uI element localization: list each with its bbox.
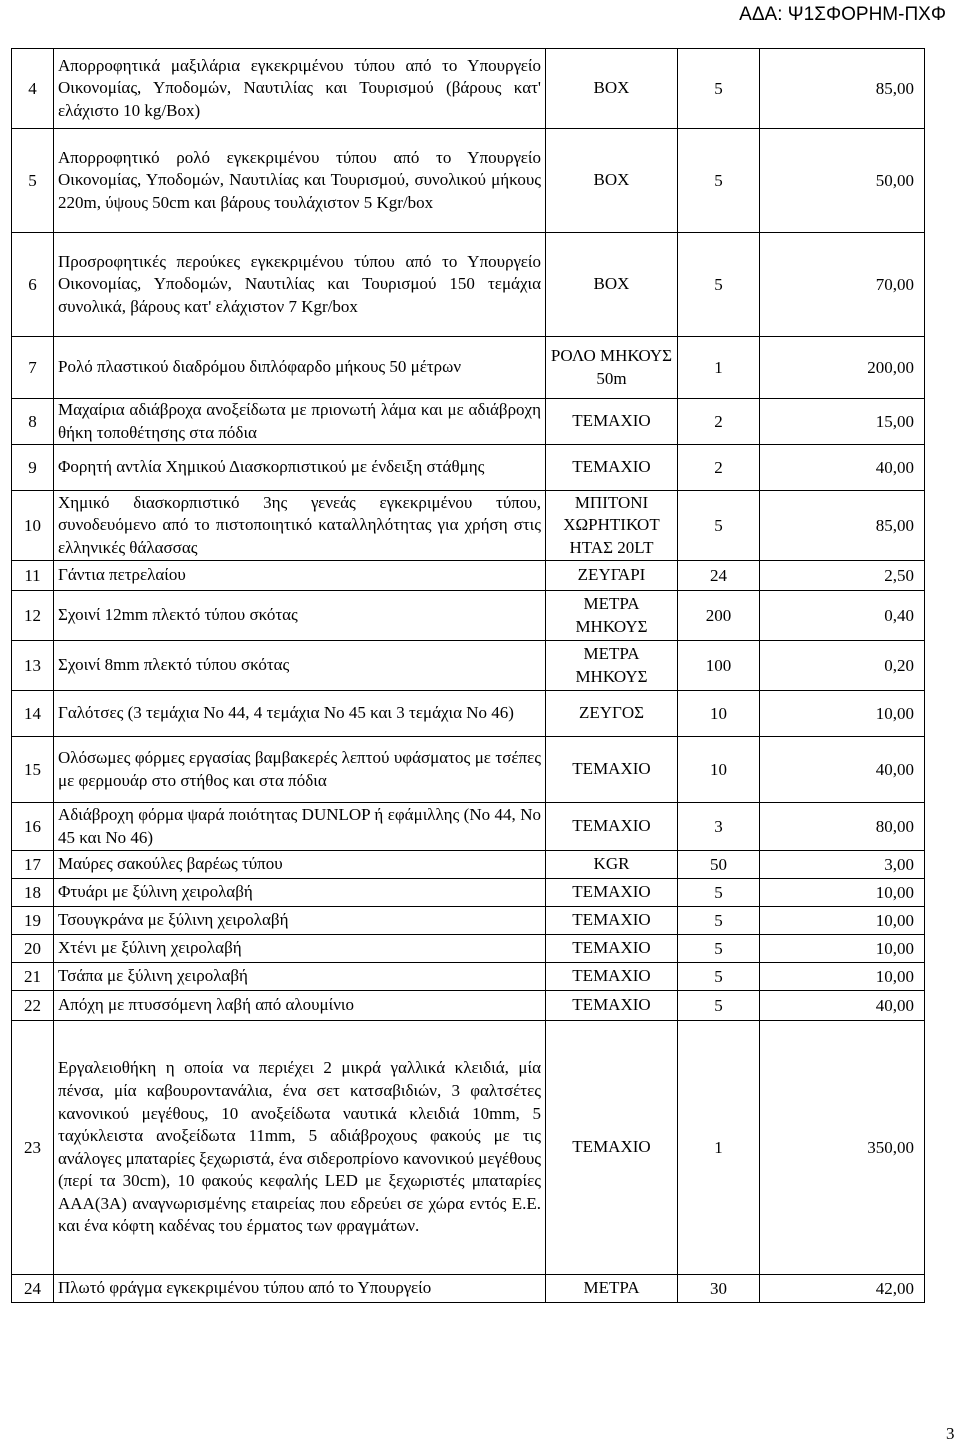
item-number-cell: 19 — [12, 907, 54, 935]
item-unit-cell: ΤΕΜΑΧΙΟ — [546, 445, 678, 491]
item-quantity-cell: 5 — [678, 233, 760, 337]
table-row — [12, 1275, 925, 1303]
item-price-cell: 10,00 — [760, 907, 925, 935]
item-description-cell: Ρολό πλαστικού διαδρόμου διπλόφαρδο μήκους 50 μέτρων — [54, 337, 546, 399]
item-unit-cell: ΤΕΜΑΧΙΟ — [546, 963, 678, 991]
table-row — [12, 991, 925, 1021]
item-quantity-cell: 30 — [678, 1275, 760, 1303]
item-quantity-cell: 10 — [678, 691, 760, 737]
item-price-cell: 15,00 — [760, 399, 925, 445]
item-price-cell: 3,00 — [760, 851, 925, 879]
item-description-cell: Προσροφητικές περούκες εγκεκριμένου τύπου από το Υπουργείο Οικονομίας, Υποδομών, Ναυτιλίας και Τουρισμού 150 τεμάχια συνολικά, βάρους κατ' ελάχιστον 7 Kgr/box — [54, 233, 546, 337]
table-row — [12, 49, 925, 129]
item-number-cell: 24 — [12, 1275, 54, 1303]
item-unit-cell: BOX — [546, 129, 678, 233]
item-description-cell: Σχοινί 12mm πλεκτό τύπου σκότας — [54, 591, 546, 641]
table-row — [12, 907, 925, 935]
table-row — [12, 337, 925, 399]
item-price-cell: 70,00 — [760, 233, 925, 337]
item-description-cell: Ολόσωμες φόρμες εργασίας βαμβακερές λεπτού υφάσματος με τσέπες με φερμουάρ στο στήθος και στα πόδια — [54, 737, 546, 803]
item-description-cell: Εργαλειοθήκη η οποία να περιέχει 2 μικρά γαλλικά κλειδιά, μία πένσα, μία καβουροντανάλια, ένα σετ κατσαβιδιών, 3 φαλτσέτες κανονικού μεγέθους, 10 ανοξείδωτα ναυτικά κλειδιά 10mm, 5 ταχύκλειστα ανοξείδωτα 11mm, 5 αδιάβροχους φακούς με τις ανάλογες μπαταρίες ξεχωριστά, ένα σιδεροπρίονο κανονικού μεγέθους (περί τα 30cm), 10 φακούς κεφαλής LED με ξεχωριστές μπαταρίες ΑΑΑ(3Α) αναγνωρισμένης εταιρείας που εδρεύει σε χώρα εντός Ε.Ε. και ένα κόφτη καδένας του έρματος των φραγμάτων. — [54, 1021, 546, 1275]
table-row — [12, 935, 925, 963]
item-description-cell: Χτένι με ξύλινη χειρολαβή — [54, 935, 546, 963]
table-row — [12, 879, 925, 907]
item-number-cell: 5 — [12, 129, 54, 233]
item-unit-cell: ΤΕΜΑΧΙΟ — [546, 935, 678, 963]
item-number-cell: 7 — [12, 337, 54, 399]
table-row — [12, 803, 925, 851]
item-description-cell: Γαλότσες (3 τεμάχια Νο 44, 4 τεμάχια Νο 45 και 3 τεμάχια Νο 46) — [54, 691, 546, 737]
item-unit-cell: ΜΕΤΡΑ ΜΗΚΟΥΣ — [546, 591, 678, 641]
item-unit-cell: ΤΕΜΑΧΙΟ — [546, 1021, 678, 1275]
item-number-cell: 17 — [12, 851, 54, 879]
item-price-cell: 2,50 — [760, 561, 925, 591]
item-description-cell: Τσουγκράνα με ξύλινη χειρολαβή — [54, 907, 546, 935]
item-unit-cell: ΜΠΙΤΟΝΙ ΧΩΡΗΤΙΚΟΤ ΗΤΑΣ 20LT — [546, 491, 678, 561]
item-quantity-cell: 2 — [678, 399, 760, 445]
item-price-cell: 200,00 — [760, 337, 925, 399]
item-unit-cell: ΖΕΥΓΟΣ — [546, 691, 678, 737]
item-quantity-cell: 5 — [678, 129, 760, 233]
item-description-cell: Μαχαίρια αδιάβροχα ανοξείδωτα με πριονωτή λάμα και με αδιάβροχη θήκη τοποθέτησης στα πόδια — [54, 399, 546, 445]
table-row — [12, 641, 925, 691]
table-row — [12, 851, 925, 879]
table-row — [12, 1021, 925, 1275]
item-description-cell: Γάντια πετρελαίου — [54, 561, 546, 591]
item-description-cell: Απόχη με πτυσσόμενη λαβή από αλουμίνιο — [54, 991, 546, 1021]
item-number-cell: 22 — [12, 991, 54, 1021]
table-row — [12, 691, 925, 737]
item-description-cell: Πλωτό φράγμα εγκεκριμένου τύπου από το Υπουργείο — [54, 1275, 546, 1303]
item-quantity-cell: 5 — [678, 963, 760, 991]
item-number-cell: 8 — [12, 399, 54, 445]
table-row — [12, 963, 925, 991]
item-quantity-cell: 2 — [678, 445, 760, 491]
item-number-cell: 18 — [12, 879, 54, 907]
item-unit-cell: ΜΕΤΡΑ ΜΗΚΟΥΣ — [546, 641, 678, 691]
item-unit-cell: ΤΕΜΑΧΙΟ — [546, 803, 678, 851]
item-price-cell: 40,00 — [760, 991, 925, 1021]
item-unit-cell: KGR — [546, 851, 678, 879]
item-number-cell: 20 — [12, 935, 54, 963]
item-price-cell: 80,00 — [760, 803, 925, 851]
item-price-cell: 85,00 — [760, 49, 925, 129]
item-number-cell: 21 — [12, 963, 54, 991]
item-price-cell: 42,00 — [760, 1275, 925, 1303]
item-quantity-cell: 10 — [678, 737, 760, 803]
item-number-cell: 23 — [12, 1021, 54, 1275]
item-price-cell: 40,00 — [760, 737, 925, 803]
item-quantity-cell: 5 — [678, 491, 760, 561]
item-description-cell: Τσάπα με ξύλινη χειρολαβή — [54, 963, 546, 991]
table-row — [12, 561, 925, 591]
item-number-cell: 11 — [12, 561, 54, 591]
item-quantity-cell: 5 — [678, 879, 760, 907]
page-number: 3 — [946, 1424, 955, 1443]
table-row — [12, 233, 925, 337]
item-quantity-cell: 5 — [678, 935, 760, 963]
table-row — [12, 737, 925, 803]
item-quantity-cell: 24 — [678, 561, 760, 591]
table-row — [12, 129, 925, 233]
item-price-cell: 0,40 — [760, 591, 925, 641]
item-price-cell: 0,20 — [760, 641, 925, 691]
item-price-cell: 40,00 — [760, 445, 925, 491]
item-price-cell: 50,00 — [760, 129, 925, 233]
item-quantity-cell: 5 — [678, 907, 760, 935]
item-description-cell: Απορροφητικό ρολό εγκεκριμένου τύπου από το Υπουργείο Οικονομίας, Υποδομών, Ναυτιλίας και Τουρισμού, συνολικού μήκους 220m, ύψους 50cm και βάρους τουλάχιστον 5 Kgr/box — [54, 129, 546, 233]
item-unit-cell: ΤΕΜΑΧΙΟ — [546, 879, 678, 907]
item-unit-cell: ΖΕΥΓΑΡΙ — [546, 561, 678, 591]
item-quantity-cell: 1 — [678, 337, 760, 399]
table-row — [12, 399, 925, 445]
item-unit-cell: ΤΕΜΑΧΙΟ — [546, 399, 678, 445]
item-number-cell: 4 — [12, 49, 54, 129]
document-reference-header: ΑΔΑ: Ψ1ΣΦΟΡΗΜ-ΠΧΦ — [739, 4, 946, 25]
item-quantity-cell: 5 — [678, 49, 760, 129]
table-row — [12, 491, 925, 561]
item-number-cell: 13 — [12, 641, 54, 691]
item-number-cell: 15 — [12, 737, 54, 803]
item-unit-cell: BOX — [546, 233, 678, 337]
table-row — [12, 445, 925, 491]
item-price-cell: 10,00 — [760, 879, 925, 907]
item-quantity-cell: 100 — [678, 641, 760, 691]
item-unit-cell: ΤΕΜΑΧΙΟ — [546, 737, 678, 803]
item-unit-cell: ΤΕΜΑΧΙΟ — [546, 907, 678, 935]
item-description-cell: Απορροφητικά μαξιλάρια εγκεκριμένου τύπου από το Υπουργείο Οικονομίας, Υποδομών, Ναυτιλίας και Τουρισμού (βάρους κατ' ελάχιστο 10 kg/Box) — [54, 49, 546, 129]
item-number-cell: 10 — [12, 491, 54, 561]
item-unit-cell: BOX — [546, 49, 678, 129]
item-unit-cell: ΜΕΤΡΑ — [546, 1275, 678, 1303]
item-quantity-cell: 5 — [678, 991, 760, 1021]
item-price-cell: 10,00 — [760, 935, 925, 963]
item-number-cell: 14 — [12, 691, 54, 737]
item-number-cell: 6 — [12, 233, 54, 337]
item-description-cell: Σχοινί 8mm πλεκτό τύπου σκότας — [54, 641, 546, 691]
table-row — [12, 591, 925, 641]
item-description-cell: Μαύρες σακούλες βαρέως τύπου — [54, 851, 546, 879]
item-number-cell: 9 — [12, 445, 54, 491]
item-unit-cell: ΤΕΜΑΧΙΟ — [546, 991, 678, 1021]
item-description-cell: Χημικό διασκορπιστικό 3ης γενεάς εγκεκριμένου τύπου, συνοδευόμενο από το πιστοποιητικό καταλληλότητας για χρήση στις ελληνικές θάλασσας — [54, 491, 546, 561]
item-quantity-cell: 1 — [678, 1021, 760, 1275]
item-price-cell: 10,00 — [760, 691, 925, 737]
item-quantity-cell: 50 — [678, 851, 760, 879]
item-quantity-cell: 3 — [678, 803, 760, 851]
item-unit-cell: ΡΟΛΟ ΜΗΚΟΥΣ 50m — [546, 337, 678, 399]
items-table — [11, 48, 925, 1303]
item-number-cell: 12 — [12, 591, 54, 641]
item-price-cell: 350,00 — [760, 1021, 925, 1275]
item-description-cell: Φτυάρι με ξύλινη χειρολαβή — [54, 879, 546, 907]
item-number-cell: 16 — [12, 803, 54, 851]
item-description-cell: Φορητή αντλία Χημικού Διασκορπιστικού με ένδειξη στάθμης — [54, 445, 546, 491]
item-price-cell: 10,00 — [760, 963, 925, 991]
item-quantity-cell: 200 — [678, 591, 760, 641]
item-description-cell: Αδιάβροχη φόρμα ψαρά ποιότητας DUNLOP ή εφάμιλλης (Νο 44, Νο 45 και Νο 46) — [54, 803, 546, 851]
item-price-cell: 85,00 — [760, 491, 925, 561]
